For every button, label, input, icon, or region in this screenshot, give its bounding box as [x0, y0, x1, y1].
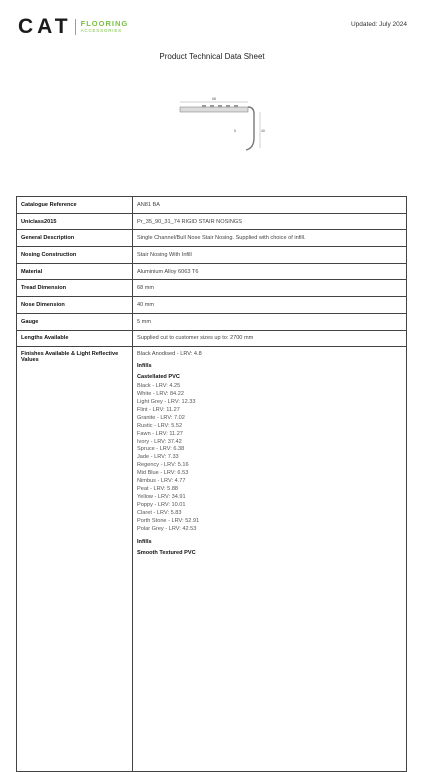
list-item: Nimbus - LRV: 4.77 — [137, 478, 186, 485]
row-value: Aluminium Alloy 6063 T6 — [133, 263, 407, 280]
logo-subtitle-line1: FLOORING — [80, 19, 129, 28]
list-item: Jade - LRV: 7.33 — [137, 454, 179, 461]
spec-table — [16, 196, 407, 772]
nose-dimension-label: 40 — [261, 129, 265, 133]
nosing-profile-drawing — [150, 90, 270, 160]
row-label: Material — [17, 263, 133, 280]
page-title: Product Technical Data Sheet — [159, 52, 265, 61]
row-value: 5 mm — [133, 313, 407, 330]
list-item: Granite - LRV: 7.02 — [137, 414, 185, 421]
row-value: Pr_35_90_31_74 RIGID STAIR NOSINGS — [133, 213, 407, 230]
list-item: Fawn - LRV: 11.27 — [137, 430, 183, 437]
colour-list — [137, 383, 402, 533]
list-item: Mid Blue - LRV: 6.53 — [137, 470, 189, 477]
row-label: Tread Dimension — [17, 280, 133, 297]
table-row — [17, 263, 407, 280]
list-item: Rustic - LRV: 5.52 — [137, 422, 183, 429]
finishes-value — [133, 347, 407, 772]
logo-subtitle-line2: ACCESSORIES — [80, 27, 122, 33]
row-label: Gauge — [17, 313, 133, 330]
list-item: Regency - LRV: 5.16 — [137, 462, 189, 469]
table-row — [17, 230, 407, 247]
tread-section — [180, 107, 248, 112]
row-value: 40 mm — [133, 297, 407, 314]
row-label: Nosing Construction — [17, 247, 133, 264]
castellated-pvc-heading: Castellated PVC — [137, 374, 180, 381]
bull-nose-section — [246, 107, 254, 150]
finish-black-anodised: Black Anodised - LRV: 4.8 — [137, 351, 202, 358]
smooth-textured-pvc-heading: Smooth Textured PVC — [137, 550, 196, 557]
infills-heading: Infills — [137, 363, 152, 370]
row-label: General Description — [17, 230, 133, 247]
list-item: Light Grey - LRV: 12.33 — [137, 399, 196, 405]
finishes-row — [17, 347, 407, 772]
logo-divider — [75, 19, 76, 35]
list-item: Porth Stone - LRV: 52.91 — [137, 517, 200, 524]
infills-heading-2: Infills — [137, 539, 152, 546]
row-label: Nose Dimension — [17, 297, 133, 314]
table-row — [17, 313, 407, 330]
row-label: Uniclass2015 — [17, 213, 133, 230]
list-item: Ivory - LRV: 37.42 — [137, 438, 182, 445]
row-label: Lengths Available — [17, 330, 133, 347]
row-value: Single Channel/Bull Nose Stair Nosing. Supplied with choice of infill. — [133, 230, 407, 247]
table-row — [17, 213, 407, 230]
updated-date: Updated: July 2024 — [350, 21, 407, 28]
logo-wordmark: CAT — [18, 15, 72, 38]
tread-dimension-label: 68 — [212, 97, 216, 101]
logo-subtitle — [81, 20, 129, 33]
row-value: Stair Nosing With Infill — [133, 247, 407, 264]
list-item: White - LRV: 84.22 — [137, 391, 184, 398]
table-row — [17, 330, 407, 347]
table-row — [17, 247, 407, 264]
table-row — [17, 197, 407, 214]
finishes-label: Finishes Available & Light Reflective Values — [17, 347, 133, 772]
list-item: Black - LRV: 4.25 — [137, 383, 181, 390]
list-item: Polar Grey - LRV: 42.53 — [137, 525, 197, 532]
list-item: Yellow - LRV: 34.91 — [137, 493, 186, 500]
list-item: Claret - LRV: 5.83 — [137, 509, 182, 516]
cat-logo — [18, 16, 128, 37]
list-item: Poppy - LRV: 10.01 — [137, 501, 186, 508]
table-row — [17, 297, 407, 314]
list-item: Flint - LRV: 11.27 — [137, 406, 180, 413]
row-value: AN81 BA — [133, 197, 407, 214]
list-item: Peat - LRV: 5.88 — [137, 485, 179, 492]
gauge-dimension-label: 5 — [234, 129, 236, 133]
row-value: Supplied cut to customer sizes up to: 2700 mm — [133, 330, 407, 347]
row-label: Catalogue Reference — [17, 197, 133, 214]
row-value: 68 mm — [133, 280, 407, 297]
list-item: Spruce - LRV: 6.38 — [137, 446, 185, 453]
table-row — [17, 280, 407, 297]
